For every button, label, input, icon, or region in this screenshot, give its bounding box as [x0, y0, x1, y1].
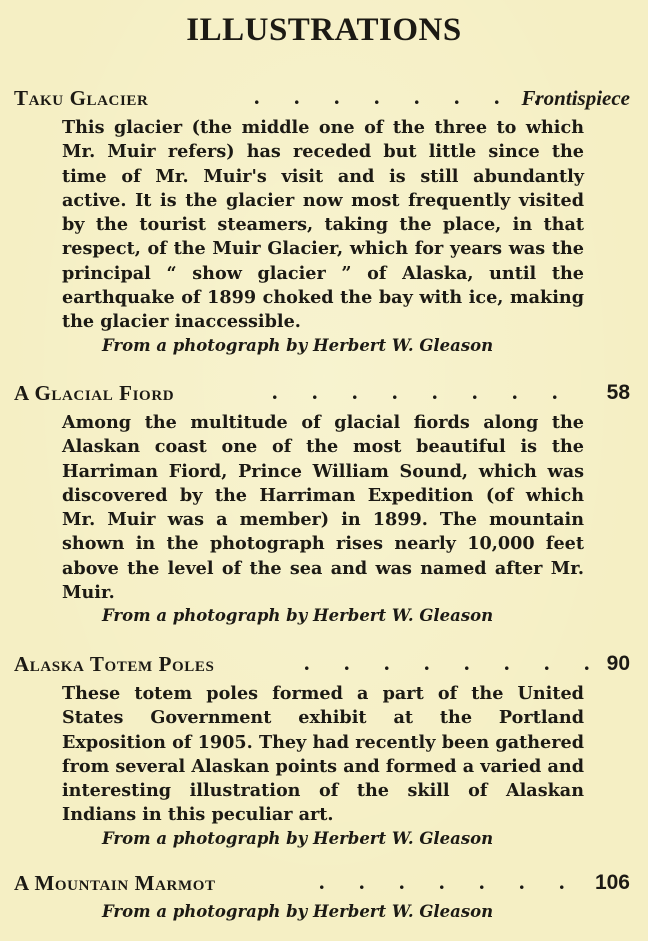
page-title: ILLUSTRATIONS: [186, 12, 462, 48]
entry-page-number: 90: [606, 652, 630, 675]
entry-title: Alaska Totem Poles: [14, 652, 215, 676]
entry-description: These totem poles formed a part of the United States Government exhibit at the Portland Exposition of 1905. They had recently been gathered from several Alaskan points and formed a varied and interesting illustration of the skill of Alaskan Indians in this peculiar art.: [62, 683, 584, 826]
illustration-entry: [14, 379, 630, 627]
illustration-entry: [14, 869, 630, 923]
illustration-entry: [14, 650, 630, 850]
dot-leaders: . . . . . . . .: [304, 650, 604, 675]
photo-credit: From a photograph by Herbert W. Gleason: [102, 828, 494, 848]
entry-page-number: 58: [606, 381, 630, 404]
dot-leaders: . . . . . . .: [319, 869, 579, 894]
entry-description: Among the multitude of glacial fiords along the Alaskan coast one of the most beautiful is the Harriman Fiord, Prince William Sound, which was discovered by the Harriman Expedition (of which Mr. Muir was a member) in 1899. The mountain shown in the photograph rises nearly 10,000 feet above the level of the sea and was named after Mr. Muir.: [62, 412, 584, 604]
photo-credit: From a photograph by Herbert W. Gleason: [102, 902, 494, 921]
illustration-entry: [14, 84, 630, 357]
entry-heading: [14, 650, 630, 678]
dot-leaders: . . . . . . . .: [272, 379, 572, 404]
photo-credit: From a photograph by Herbert W. Gleason: [102, 606, 494, 626]
entry-title: Taku Glacier: [14, 86, 149, 110]
dot-leaders: . . . . . . . .: [254, 84, 554, 109]
entry-title: A Glacial Fiord: [14, 381, 175, 405]
photo-credit: From a photograph by Herbert W. Gleason: [102, 335, 494, 355]
entry-heading: [14, 84, 630, 112]
entry-description: This glacier (the middle one of the three to which Mr. Muir refers) has receded but little since the time of Mr. Muir's visit and is still abundantly active. It is the glacier now most frequently visited by the tourist steamers, taking the place, in that respect, of the Muir Glacier, which for years was the principal “ show glacier ” of Alaska, until the earthquake of 1899 choked the bay with ice, making the glacier inaccessible.: [62, 117, 584, 333]
entry-title: A Mountain Marmot: [14, 871, 216, 895]
entry-page-number: Frontispiece: [521, 86, 630, 110]
entry-page-number: 106: [594, 871, 630, 894]
entry-heading: [14, 869, 630, 897]
entry-heading: [14, 379, 630, 407]
